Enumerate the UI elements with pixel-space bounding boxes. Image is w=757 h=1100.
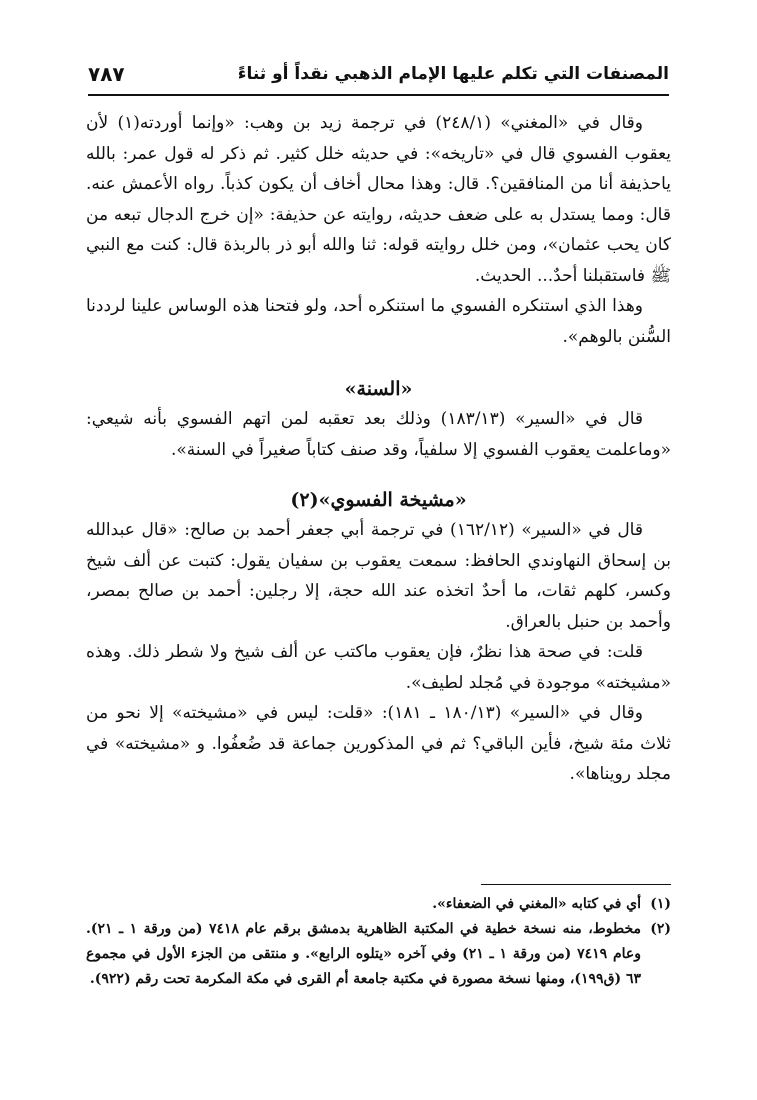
running-header [88,60,669,96]
footnote-text: أي في كتابه «المغني في الضعفاء». [432,896,641,912]
footnotes [86,892,671,992]
footnote-item [86,892,671,917]
page-number: ٧٨٧ [88,62,125,86]
paragraph-comment-mashyakha: قلت: في صحة هذا نظرٌ، فإن يعقوب ماكتب عن ألف شيخ ولا شطر ذلك. وهذه «مشيخته» موجودة في مُجلد لطيف». [86,642,671,693]
header-title: المصنفات التي تكلم عليها الإمام الذهبي نقداً أو ثناءً [237,64,669,84]
main-text [86,108,671,790]
footnote-number: (١) [650,896,671,912]
paragraph-siyar-sunna: قال في «السير» (١٨٣/١٣) وذلك بعد تعقبه لمن اتهم الفسوي بأنه شيعي: «وماعلمت يعقوب الفسوي إلا سلفياً، وقد صنف كتاباً صغيراً في السنة». [86,409,671,460]
section-heading-mashyakha: «مشيخة الفسوي»(٢) [290,489,467,511]
paragraph-siyar-ahmad: قال في «السير» (١٦٢/١٢) في ترجمة أبي جعفر أحمد بن صالح: «قال عبدالله بن إسحاق النهاوندي الحافظ: سمعت يعقوب بن سفيان يقول: كتبت عن ألف شيخ وكسر، كلهم ثقات، ما أحدٌ اتخذه عند الله حجة، إلا رجلين: أحمد بن صالح بمصر، وأحمد بن حنبل بالعراق. [86,520,671,632]
paragraph-siyar-count: وقال في «السير» (١٨٠/١٣ ـ ١٨١): «قلت: ليس في «مشيخته» إلا نحو من ثلاث مئة شيخ، فأين الباقي؟ ثم في المذكورين جماعة قد ضُعفُوا. و «مشيخته» في مجلد رويناها». [86,703,671,784]
paragraph-mughni: وقال في «المغني» (٢٤٨/١) في ترجمة زيد بن وهب: «وإنما أوردته(١) لأن يعقوب الفسوي قال في «تاريخه»: في حديثه خلل كثير. ثم ذكر له قول عمر: بالله ياحذيفة أنا من المنافقين؟. قال: وهذا محال أخاف أن يكون كذباً. رواه الأعمش عنه. قال: ومما يستدل به على ضعف حديثه، روايته عن حذيفة: «إن خرج الدجال تبعه من كان يحب عثمان»، ومن خلل روايته قوله: ثنا والله أبو ذر بالربذة قال: كنت مع النبي ﷺ فاستقبلنا أحدٌ... الحديث. [86,113,671,286]
footnote-item [86,917,671,992]
footnote-text: مخطوط، منه نسخة خطية في المكتبة الظاهرية بدمشق برقم عام ٧٤١٨ (من ورقة ١ ـ ٢١). وعام ٧٤١٩ (من ورقة ١ ـ ٢١) وفي آخره «يتلوه الرابع». و منتقى من الجزء الأول في مجموع ٦٣ (ق١٩٩)، ومنها نسخة مصورة في مكتبة جامعة أم القرى في مكة المكرمة تحت رقم (٩٢٢). [86,921,642,987]
section-heading-sunna: «السنة» [344,378,413,400]
paragraph-commentary: وهذا الذي استنكره الفسوي ما استنكره أحد، ولو فتحنا هذه الوساس علينا لرددنا السُّنن بالوهم». [86,296,671,347]
footnote-number: (٢) [650,921,671,937]
